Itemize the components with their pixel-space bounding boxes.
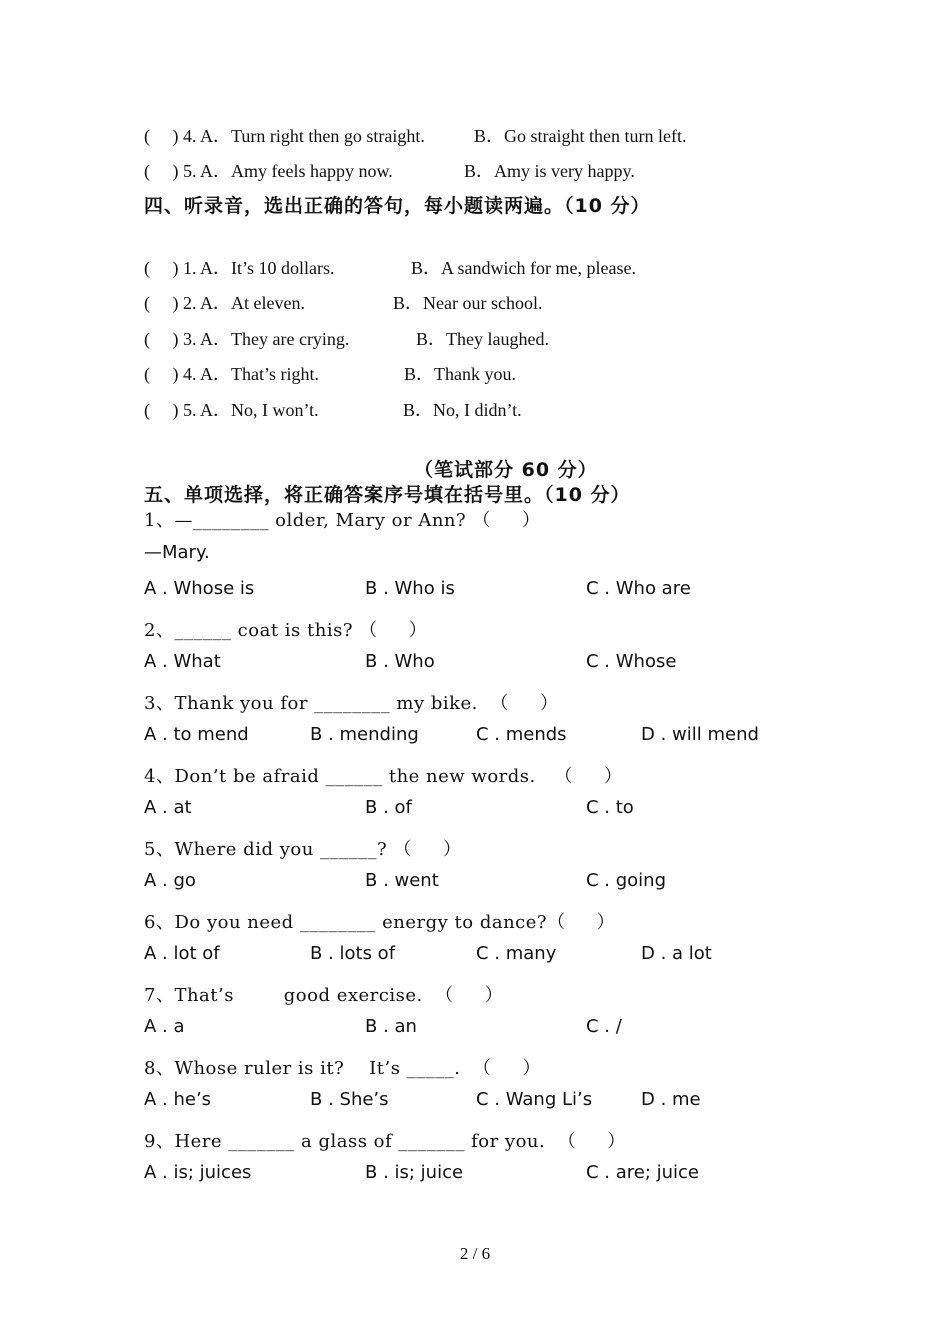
listening-q4-option-b: B．Go straight then turn left. bbox=[474, 126, 687, 146]
listening-q5-stem: ( ) 5. A．Amy feels happy now. bbox=[144, 161, 393, 181]
s5-q4-stem: 4、Don’t be afraid ______ the new words. （ ） bbox=[144, 766, 623, 787]
s5-q6-stem: 6、Do you need ________ energy to dance?（ ） bbox=[144, 912, 616, 933]
s5-q3-option-b: B . mending bbox=[310, 724, 419, 745]
listening-q5-option-b: B．Amy is very happy. bbox=[464, 161, 635, 181]
s5-q9-option-a: A . is; juices bbox=[144, 1162, 252, 1183]
s4-q1-option-b: B．A sandwich for me, please. bbox=[411, 258, 636, 278]
s4-q5-stem: ( ) 5. A．No, I won’t. bbox=[144, 400, 319, 420]
s4-q5-option-b: B．No, I didn’t. bbox=[403, 400, 522, 420]
s5-q1-option-c: C . Who are bbox=[586, 578, 691, 599]
section4-title: 四、听录音，选出正确的答句，每小题读两遍。（10 分） bbox=[144, 195, 651, 217]
s5-q4-option-a: A . at bbox=[144, 797, 192, 818]
s5-q9-stem: 9、Here _______ a glass of _______ for you. （ ） bbox=[144, 1131, 626, 1152]
s5-q7-option-c: C . / bbox=[586, 1016, 622, 1037]
s4-q2-option-b: B．Near our school. bbox=[393, 293, 543, 313]
s4-q4-option-b: B．Thank you. bbox=[404, 364, 516, 384]
s5-q9-option-b: B . is; juice bbox=[365, 1162, 464, 1183]
s5-q1-stem: 1、—________ older, Mary or Ann? （ ） bbox=[144, 510, 541, 531]
s4-q3-stem: ( ) 3. A．They are crying. bbox=[144, 329, 350, 349]
s4-q1-stem: ( ) 1. A．It’s 10 dollars. bbox=[144, 258, 335, 278]
s5-q5-option-a: A . go bbox=[144, 870, 196, 891]
s5-q1-option-b: B . Who is bbox=[365, 578, 455, 599]
written-part-heading: （笔试部分 60 分） bbox=[414, 459, 598, 481]
s5-q5-option-c: C . going bbox=[586, 870, 667, 891]
s5-q3-option-c: C . mends bbox=[476, 724, 567, 745]
s5-q2-stem: 2、______ coat is this? （ ） bbox=[144, 620, 428, 641]
s5-q8-stem: 8、Whose ruler is it? It’s _____. （ ） bbox=[144, 1058, 541, 1079]
s5-q9-option-c: C . are; juice bbox=[586, 1162, 700, 1183]
s5-q6-option-b: B . lots of bbox=[310, 943, 396, 964]
section5-title: 五、单项选择，将正确答案序号填在括号里。（10 分） bbox=[144, 484, 631, 506]
s5-q2-option-a: A . What bbox=[144, 651, 221, 672]
s5-q3-stem: 3、Thank you for ________ my bike. （ ） bbox=[144, 693, 559, 714]
s5-q6-option-d: D . a lot bbox=[641, 943, 712, 964]
s5-q7-option-b: B . an bbox=[365, 1016, 417, 1037]
s5-q1-answer: —Mary. bbox=[144, 542, 210, 563]
s5-q8-option-c: C . Wang Li’s bbox=[476, 1089, 593, 1110]
s5-q5-stem: 5、Where did you ______? （ ） bbox=[144, 839, 462, 860]
s5-q7-stem: 7、That’s good exercise. （ ） bbox=[144, 985, 504, 1006]
s5-q6-option-a: A . lot of bbox=[144, 943, 220, 964]
s4-q3-option-b: B．They laughed. bbox=[416, 329, 549, 349]
s5-q5-option-b: B . went bbox=[365, 870, 439, 891]
s5-q8-option-b: B . She’s bbox=[310, 1089, 389, 1110]
s5-q4-option-b: B . of bbox=[365, 797, 412, 818]
s5-q2-option-c: C . Whose bbox=[586, 651, 677, 672]
s5-q3-option-d: D . will mend bbox=[641, 724, 759, 745]
s5-q2-option-b: B . Who bbox=[365, 651, 435, 672]
s5-q8-option-a: A . he’s bbox=[144, 1089, 212, 1110]
s5-q3-option-a: A . to mend bbox=[144, 724, 249, 745]
s5-q8-option-d: D . me bbox=[641, 1089, 701, 1110]
s5-q7-option-a: A . a bbox=[144, 1016, 185, 1037]
s5-q6-option-c: C . many bbox=[476, 943, 557, 964]
listening-q4-stem: ( ) 4. A．Turn right then go straight. bbox=[144, 126, 425, 146]
s4-q2-stem: ( ) 2. A．At eleven. bbox=[144, 293, 305, 313]
s5-q4-option-c: C . to bbox=[586, 797, 634, 818]
page-number: 2 / 6 bbox=[459, 1244, 491, 1263]
s5-q1-option-a: A . Whose is bbox=[144, 578, 255, 599]
s4-q4-stem: ( ) 4. A．That’s right. bbox=[144, 364, 319, 384]
